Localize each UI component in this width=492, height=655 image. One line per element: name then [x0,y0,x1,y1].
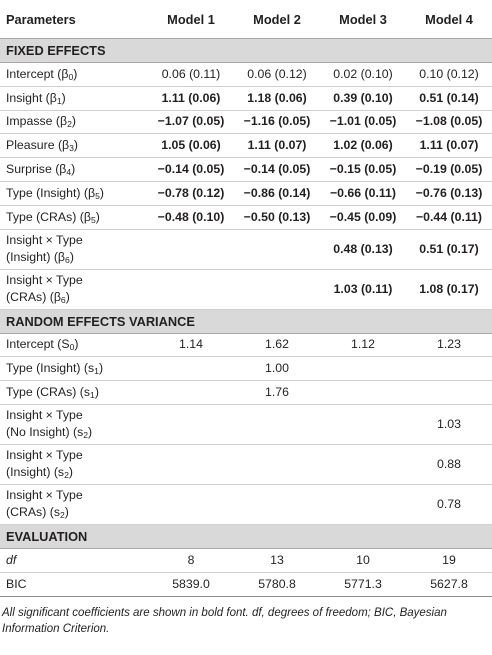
label-tail: ) [95,209,100,224]
value-cell-model-2: 1.62 [234,333,320,357]
value-cell-model-3: −0.15 (0.05) [320,158,406,182]
label-line-1: Insight × Type [6,233,83,248]
header-model-3: Model 3 [320,0,406,39]
value-cell-model-2: 0.06 (0.12) [234,63,320,87]
label-line-1: Insight × Type [6,273,83,288]
label-subscript: 1 [94,366,99,377]
label-subscript: 0 [68,71,74,82]
value-cell-model-3: 5771.3 [320,572,406,596]
value-cell-model-1: 5839.0 [148,572,234,596]
value-cell-model-1 [148,269,234,309]
table-row [0,205,492,229]
value-cell-model-3 [320,444,406,484]
label-line-2: (No Insight) (s [6,425,84,440]
label-subscript: 1 [56,95,62,106]
label-tail: ) [71,162,76,177]
label-subscript: 2 [67,119,72,130]
value-cell-model-4: 1.08 (0.17) [406,269,492,309]
label-subscript: 1 [90,390,95,401]
value-cell-model-3 [320,404,406,444]
value-cell-model-3: −1.01 (0.05) [320,110,406,134]
value-cell-model-1: −0.48 (0.10) [148,205,234,229]
parameter-label [0,134,148,158]
label-line-1: Insight × Type [6,448,83,463]
table-row [0,381,492,405]
label-text: Surprise (β [6,162,67,177]
value-cell-model-2: 1.76 [234,381,320,405]
label-tail: ) [69,250,74,265]
label-text: Type (CRAs) (s [6,385,91,400]
value-cell-model-1: 0.06 (0.11) [148,63,234,87]
table-row [0,86,492,110]
value-cell-model-4 [406,357,492,381]
value-cell-model-1 [148,484,234,524]
table-row [0,404,492,444]
header-parameters: Parameters [0,0,148,39]
value-cell-model-1 [148,229,234,269]
value-cell-model-1: −0.78 (0.12) [148,181,234,205]
value-cell-model-3 [320,484,406,524]
label-line-1: Insight × Type [6,488,83,503]
label-tail: ) [94,385,99,400]
value-cell-model-1: 1.11 (0.06) [148,86,234,110]
section-fixed-effects [0,39,492,63]
value-cell-model-4: 5627.8 [406,572,492,596]
value-cell-model-4: −0.19 (0.05) [406,158,492,182]
value-cell-model-1 [148,381,234,405]
label-subscript: 3 [69,143,74,154]
label-text: Intercept (S [6,337,70,352]
parameter-label [0,110,148,134]
value-cell-model-2: −0.50 (0.13) [234,205,320,229]
label-line-2: (CRAs) (s [6,505,60,520]
value-cell-model-1 [148,357,234,381]
label-subscript: 2 [59,510,65,521]
label-subscript: 2 [83,430,89,441]
value-cell-model-4: 0.51 (0.14) [406,86,492,110]
section-random-effects [0,309,492,333]
value-cell-model-1: −0.14 (0.05) [148,158,234,182]
label-text: Intercept (β [6,66,69,81]
value-cell-model-3: −0.45 (0.09) [320,205,406,229]
label-text: BIC [6,576,27,591]
parameter-label [0,572,148,596]
value-cell-model-4: −0.44 (0.11) [406,205,492,229]
label-line-2: (CRAs) (β [6,290,61,305]
value-cell-model-4: 1.11 (0.07) [406,134,492,158]
parameter-label [0,404,148,444]
label-text: Type (Insight) (s [6,361,95,376]
header-model-4: Model 4 [406,0,492,39]
value-cell-model-2: −0.14 (0.05) [234,158,320,182]
value-cell-model-1 [148,404,234,444]
value-cell-model-2: 1.11 (0.07) [234,134,320,158]
table-header-row [0,0,492,39]
value-cell-model-4: −0.76 (0.13) [406,181,492,205]
label-tail: ) [68,465,73,480]
label-subscript: 6 [65,255,70,266]
table-row [0,333,492,357]
table-row [0,572,492,596]
parameter-label [0,333,148,357]
label-tail: ) [99,185,104,200]
value-cell-model-2 [234,404,320,444]
label-tail: ) [71,114,76,129]
value-cell-model-3: 1.03 (0.11) [320,269,406,309]
parameter-label [0,444,148,484]
section-title: EVALUATION [0,524,492,548]
label-subscript: 6 [60,295,66,306]
section-evaluation [0,524,492,548]
label-tail: ) [88,425,93,440]
parameter-label [0,158,148,182]
value-cell-model-3 [320,357,406,381]
label-line-1: Insight × Type [6,408,83,423]
label-tail: ) [73,138,79,153]
table-row [0,63,492,87]
table-body [0,39,492,597]
parameter-label [0,357,148,381]
value-cell-model-1: 1.14 [148,333,234,357]
label-text: Pleasure (β [6,138,70,153]
value-cell-model-4: 1.23 [406,333,492,357]
table-row [0,229,492,269]
parameter-label [0,484,148,524]
label-line-2: (Insight) (s [6,465,65,480]
value-cell-model-4: 19 [406,548,492,572]
table-row [0,269,492,309]
value-cell-model-3 [320,381,406,405]
label-tail: ) [74,337,79,352]
label-subscript: 5 [90,214,96,225]
value-cell-model-3: 0.39 (0.10) [320,86,406,110]
value-cell-model-1: −1.07 (0.05) [148,110,234,134]
value-cell-model-4: 0.10 (0.12) [406,63,492,87]
value-cell-model-2 [234,229,320,269]
label-text: Insight (β [6,90,57,105]
value-cell-model-4: −1.08 (0.05) [406,110,492,134]
value-cell-model-4: 0.88 [406,444,492,484]
label-text: Type (Insight) (β [6,185,96,200]
table-row [0,357,492,381]
value-cell-model-4 [406,381,492,405]
value-cell-model-2: 1.00 [234,357,320,381]
value-cell-model-4: 1.03 [406,404,492,444]
label-subscript: 5 [95,190,100,201]
parameter-label [0,205,148,229]
table-row [0,484,492,524]
value-cell-model-3: 0.48 (0.13) [320,229,406,269]
label-tail: ) [73,66,78,81]
label-tail: ) [61,90,66,105]
value-cell-model-3: 10 [320,548,406,572]
label-text: df [6,552,17,567]
table-row [0,548,492,572]
value-cell-model-3: 1.12 [320,333,406,357]
value-cell-model-1 [148,444,234,484]
value-cell-model-2 [234,484,320,524]
value-cell-model-1: 1.05 (0.06) [148,134,234,158]
value-cell-model-4: 0.51 (0.17) [406,229,492,269]
value-cell-model-2: 5780.8 [234,572,320,596]
parameter-label [0,548,148,572]
label-text: Impasse (β [6,114,68,129]
label-line-2: (Insight) (β [6,250,66,265]
header-model-2: Model 2 [234,0,320,39]
parameter-label [0,181,148,205]
label-text: Type (CRAs) (β [6,209,91,224]
label-tail: ) [64,505,69,520]
value-cell-model-2 [234,269,320,309]
section-title: RANDOM EFFECTS VARIANCE [0,309,492,333]
label-subscript: 4 [66,167,72,178]
parameter-label [0,63,148,87]
value-cell-model-3: 0.02 (0.10) [320,63,406,87]
parameter-label [0,86,148,110]
value-cell-model-2: −0.86 (0.14) [234,181,320,205]
value-cell-model-4: 0.78 [406,484,492,524]
label-subscript: 2 [64,470,69,481]
table-row [0,158,492,182]
parameter-label [0,229,148,269]
value-cell-model-2: −1.16 (0.05) [234,110,320,134]
value-cell-model-3: −0.66 (0.11) [320,181,406,205]
table-row [0,134,492,158]
table-footnote: All significant coefficients are shown in bold font. df, degrees of freedom; BIC, Bayesian Information Criterion. [2,606,447,635]
value-cell-model-1: 8 [148,548,234,572]
table-row [0,444,492,484]
section-title: FIXED EFFECTS [0,39,492,63]
value-cell-model-2 [234,444,320,484]
label-subscript: 0 [69,342,75,353]
value-cell-model-3: 1.02 (0.06) [320,134,406,158]
table-row [0,110,492,134]
value-cell-model-2: 13 [234,548,320,572]
label-tail: ) [65,290,70,305]
header-model-1: Model 1 [148,0,234,39]
value-cell-model-2: 1.18 (0.06) [234,86,320,110]
parameter-label [0,269,148,309]
table-row [0,181,492,205]
parameter-label [0,381,148,405]
label-tail: ) [98,361,104,376]
